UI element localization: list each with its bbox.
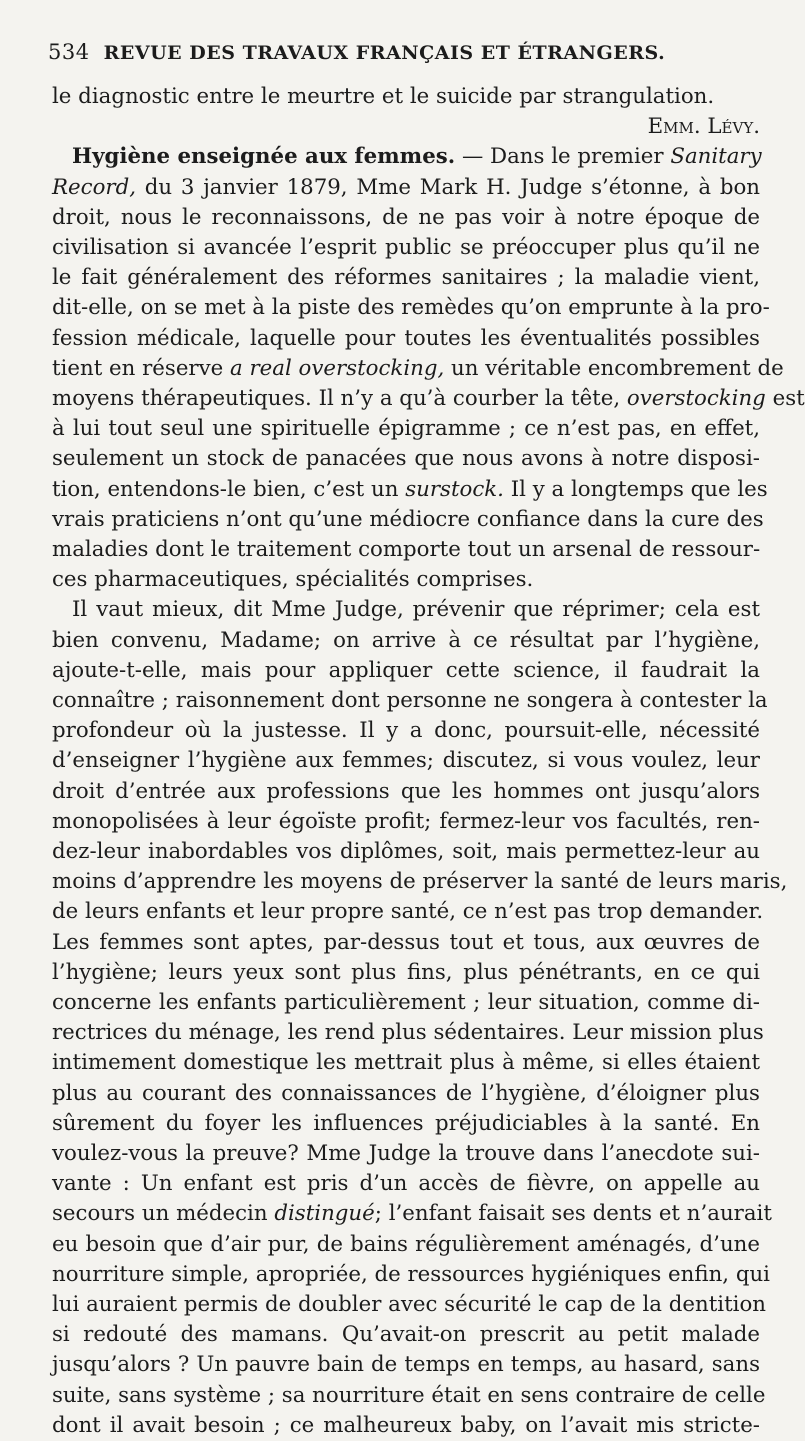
text-run: ces pharmaceutiques, spécialités comprises.	[52, 567, 534, 593]
text-run: Record,	[52, 174, 136, 200]
text-line	[52, 988, 760, 1018]
text-run: a real overstocking,	[230, 355, 445, 381]
text-line	[52, 1018, 764, 1048]
text-run: vante : Un enfant est pris d’un accès de fièvre, on appelle au	[52, 1171, 760, 1197]
text-run: bien convenu, Madame; on arrive à ce résultat par l’hygiène,	[52, 627, 760, 653]
text-run: eu besoin que d’air pur, de bains régulièrement aménagés, d’une	[52, 1231, 760, 1257]
text-line	[52, 324, 760, 354]
text-line	[52, 1290, 767, 1320]
text-line	[52, 1320, 760, 1350]
text-run: moyens thérapeutiques. Il n’y a qu’à courber la tête,	[52, 386, 627, 411]
text-run: voulez-vous la preuve? Mme Judge la trouve dans l’anecdote sui-	[52, 1141, 760, 1166]
text-run: maladies dont le traitement comporte tout un arsenal de ressour-	[52, 537, 761, 562]
text-line	[52, 1139, 760, 1169]
text-run: tient en réserve	[52, 355, 231, 381]
text-run: dit-elle, on se met à la piste des remèdes qu’on emprunte à la pro-	[52, 295, 770, 321]
text-run: à lui tout seul une spirituelle épigramme ; ce n’est pas, en effet,	[52, 416, 760, 442]
running-header	[48, 40, 748, 64]
text-line	[52, 384, 805, 414]
text-run: overstocking	[626, 386, 766, 411]
text-run: intimement domestique les mettrait plus à même, si elles étaient	[52, 1050, 760, 1076]
text-run: dez-leur inabordables vos diplômes, soit, mais permettez-leur au	[52, 839, 760, 864]
text-line	[52, 565, 760, 595]
text-run: Il y a longtemps que les	[503, 476, 768, 502]
text-line	[52, 1381, 766, 1411]
text-run: tion, entendons-le bien, c’est un	[52, 476, 406, 502]
text-run: distingué	[274, 1201, 375, 1227]
text-run: si redouté des mamans. Qu’avait-on prescrit au petit malade	[52, 1322, 760, 1348]
text-run: connaître ; raisonnement dont personne ne songera à contester la	[52, 688, 768, 713]
text-run: civilisation si avancée l’esprit public se préoccuper plus qu’il ne	[52, 235, 760, 260]
text-run: vrais praticiens n’ont qu’une médiocre confiance dans la cure des	[52, 506, 764, 532]
page-number: 534	[48, 40, 90, 64]
text-line	[52, 444, 760, 474]
text-run: ajoute-t-elle, mais pour appliquer cette science, il faudrait la	[52, 657, 760, 683]
text-line	[52, 1411, 760, 1441]
text-line	[52, 1079, 760, 1109]
text-line	[52, 1199, 772, 1229]
text-run: droit, nous le reconnaissons, de ne pas voir à notre époque de	[52, 204, 760, 230]
text-run: droit d’entrée aux professions que les hommes ont jusqu’alors	[52, 778, 760, 804]
text-run: secours un médecin	[52, 1201, 275, 1227]
text-run: sûrement du foyer les influences préjudiciables à la santé. En	[52, 1110, 760, 1136]
text-line	[52, 475, 768, 505]
text-line	[52, 173, 760, 203]
text-line	[52, 716, 760, 746]
text-line	[52, 1169, 760, 1199]
text-run: Il vaut mieux, dit Mme Judge, prévenir que réprimer; cela est	[72, 597, 760, 623]
text-line	[52, 1230, 760, 1260]
text-run: moins d’apprendre les moyens de préserver la santé de leurs maris,	[52, 869, 788, 895]
text-run: fession médicale, laquelle pour toutes les éventualités possibles	[52, 325, 760, 351]
text-run: Hygiène enseignée aux femmes.	[72, 144, 456, 170]
text-line	[52, 746, 760, 776]
text-run: jusqu’alors ? Un pauvre bain de temps en temps, au hasard, sans	[52, 1352, 760, 1378]
text-line	[52, 626, 760, 656]
text-run: rectrices du ménage, les rend plus sédentaires. Leur mission plus	[52, 1020, 764, 1046]
text-run: profondeur où la justesse. Il y a donc, poursuit-elle, nécessité	[52, 718, 760, 744]
text-run: Sanitary	[670, 144, 762, 170]
text-run: est	[765, 386, 805, 411]
text-run: dont il avait besoin ; ce malheureux baby, on l’avait mis stricte-	[52, 1412, 760, 1438]
text-run: Emm. Lévy.	[647, 114, 760, 140]
text-line	[52, 897, 764, 927]
text-run: surstock.	[405, 476, 504, 502]
text-line	[52, 686, 768, 716]
text-line	[52, 505, 764, 535]
text-run: suite, sans système ; sa nourriture était en sens contraire de celle	[52, 1382, 766, 1408]
text-run: le diagnostic entre le meurtre et le suicide par strangulation.	[52, 84, 715, 109]
text-run: nourriture simple, apropriée, de ressources hygiéniques enfin, qui	[52, 1261, 770, 1287]
text-run: lui auraient permis de doubler avec sécurité le cap de la dentition	[52, 1292, 767, 1317]
text-line	[52, 263, 760, 293]
running-title: REVUE DES TRAVAUX FRANÇAIS ET ÉTRANGERS.	[103, 42, 666, 64]
text-line	[52, 837, 760, 867]
text-run: d’enseigner l’hygiène aux femmes; discutez, si vous voulez, leur	[52, 748, 760, 774]
text-run: concerne les enfants particulièrement ; leur situation, comme di-	[52, 990, 760, 1015]
text-run: Les femmes sont aptes, par-dessus tout et tous, aux œuvres de	[52, 929, 760, 955]
text-line	[52, 293, 770, 323]
text-line	[72, 595, 760, 625]
text-line	[52, 203, 760, 233]
text-line	[52, 656, 760, 686]
text-line	[52, 233, 760, 263]
text-run: plus au courant des connaissances de l’hygiène, d’éloigner plus	[52, 1080, 760, 1106]
text-line	[52, 867, 788, 897]
text-run: — Dans le premier	[455, 144, 671, 170]
text-run: l’hygiène; leurs yeux sont plus fins, plus pénétrants, en ce qui	[52, 959, 760, 985]
text-line	[52, 82, 760, 112]
text-run: le fait généralement des réformes sanitaires ; la maladie vient,	[52, 265, 760, 291]
text-line	[52, 1048, 760, 1078]
text-line	[52, 414, 760, 444]
text-line	[52, 112, 760, 142]
text-run: monopolisées à leur égoïste profit; fermez-leur vos facultés, ren-	[52, 808, 760, 834]
text-run: de leurs enfants et leur propre santé, ce n’est pas trop demander.	[52, 899, 764, 925]
text-line	[52, 807, 760, 837]
text-line	[52, 535, 760, 565]
text-line	[52, 354, 784, 384]
text-line	[52, 958, 760, 988]
text-run: ; l’enfant faisait ses dents et n’aurait	[374, 1201, 772, 1227]
text-line	[52, 928, 760, 958]
text-run: du 3 janvier 1879, Mme Mark H. Judge s’étonne, à bon	[135, 174, 760, 200]
text-line	[52, 1350, 760, 1380]
text-line	[52, 1260, 770, 1290]
text-line	[72, 142, 760, 172]
text-run: un véritable encombrement de	[444, 355, 784, 381]
text-line	[52, 777, 760, 807]
text-line	[52, 1109, 760, 1139]
text-run: seulement un stock de panacées que nous avons à notre disposi-	[52, 446, 760, 472]
